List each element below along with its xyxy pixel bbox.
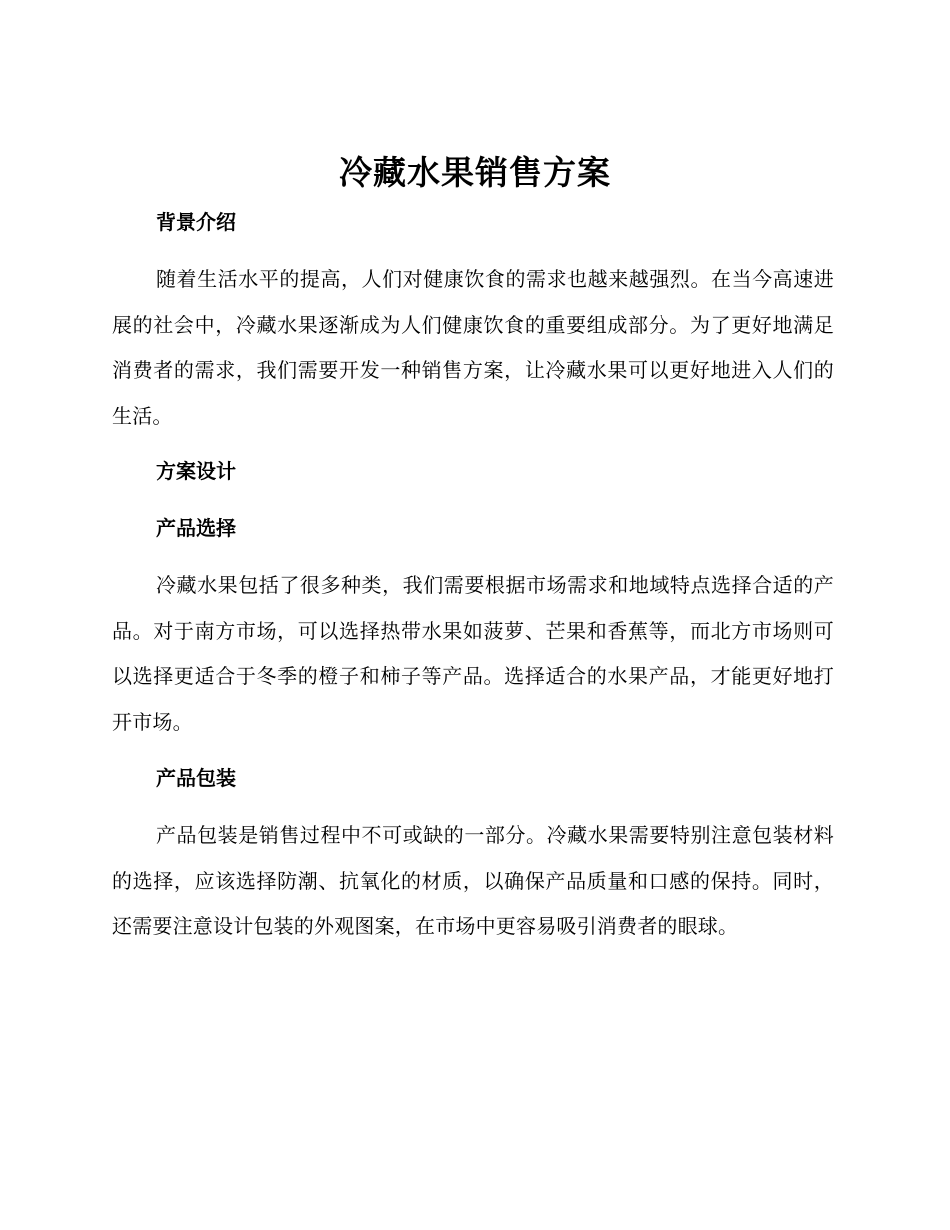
paragraph-background: 随着生活水平的提高，人们对健康饮食的需求也越来越强烈。在当今高速进展的社会中，冷藏水果逐渐成为人们健康饮食的重要组成部分。为了更好地满足消费者的需求，我们需要开发一种销售方案，让冷藏水果可以更好地进入人们的生活。 (112, 267, 834, 428)
heading-packaging: 产品包装 (156, 766, 236, 790)
document-title: 冷藏水果销售方案 (339, 153, 611, 192)
heading-background: 背景介绍 (156, 210, 236, 234)
paragraph-packaging: 产品包装是销售过程中不可或缺的一部分。冷藏水果需要特别注意包装材料的选择，应该选择防潮、抗氧化的材质，以确保产品质量和口感的保持。同时，还需要注意设计包装的外观图案，在市场中更容易吸引消费者的眼球。 (112, 823, 834, 938)
heading-product-selection: 产品选择 (156, 516, 236, 540)
paragraph-product-selection: 冷藏水果包括了很多种类，我们需要根据市场需求和地域特点选择合适的产品。对于南方市场，可以选择热带水果如菠萝、芒果和香蕉等，而北方市场则可以选择更适合于冬季的橙子和柿子等产品。选择适合的水果产品，才能更好地打开市场。 (112, 573, 834, 734)
heading-plan-design: 方案设计 (156, 459, 236, 483)
